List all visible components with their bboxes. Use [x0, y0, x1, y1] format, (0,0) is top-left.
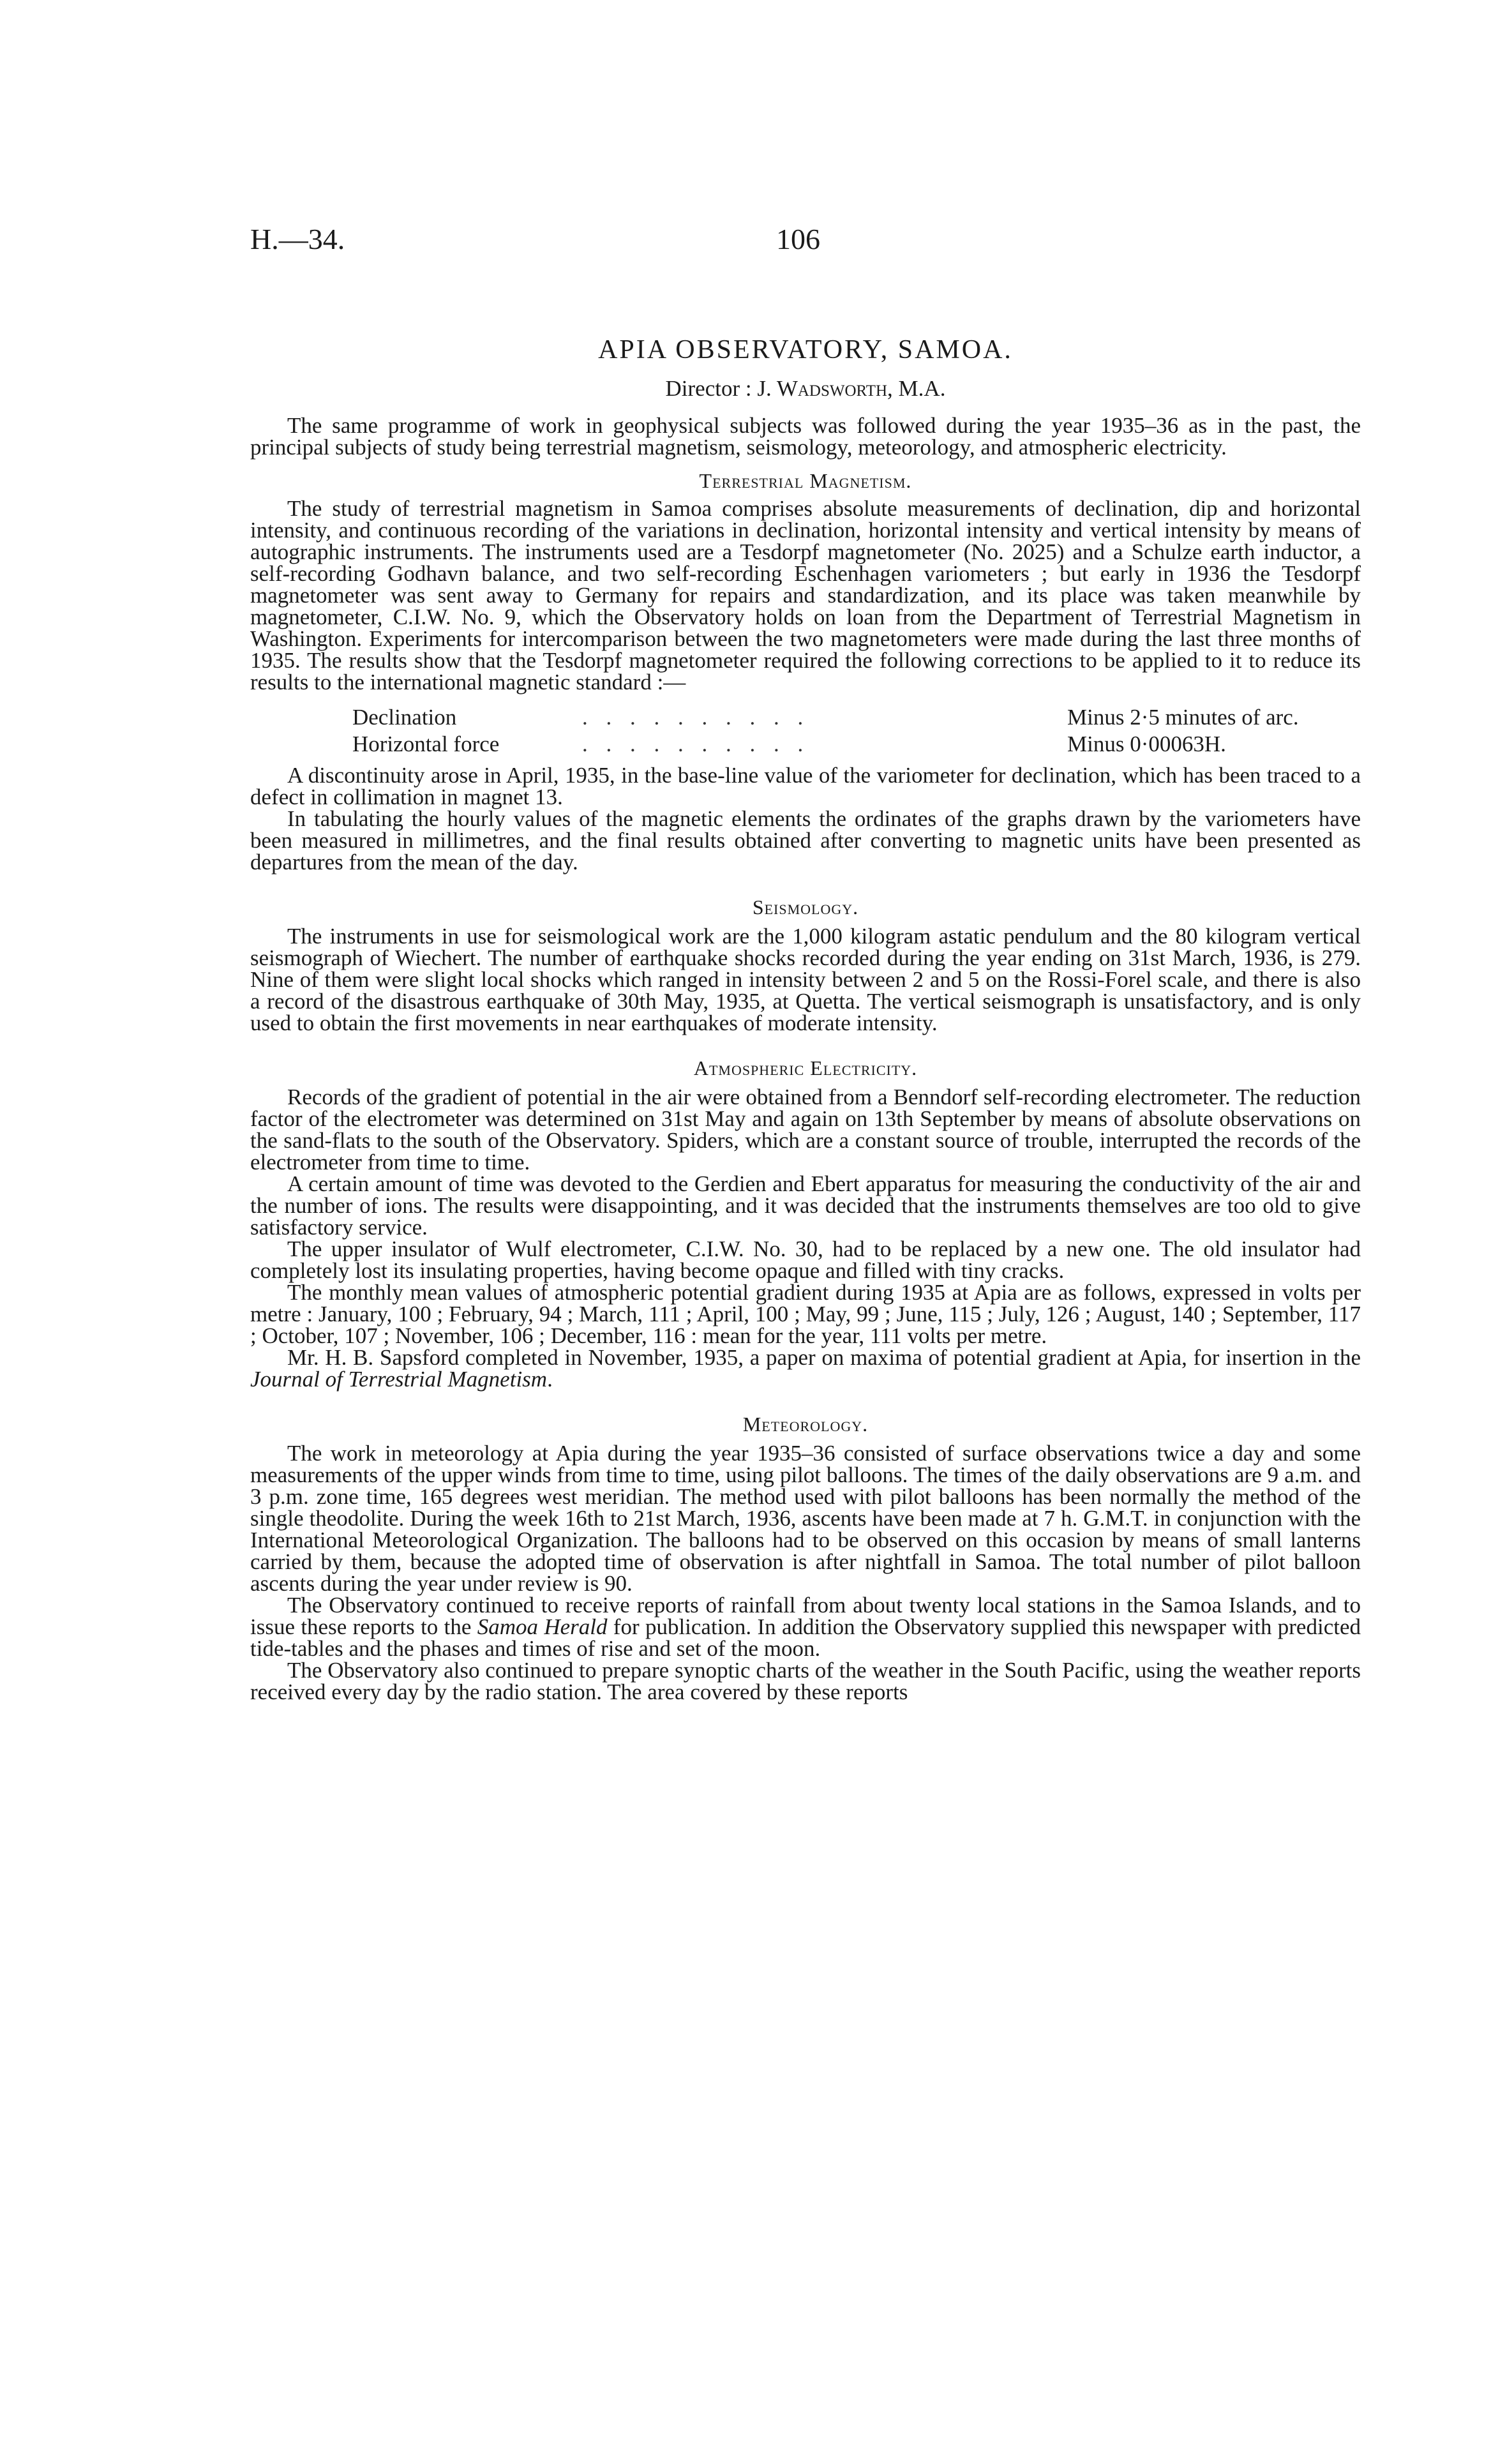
page-reference: H.—34.: [250, 223, 345, 255]
electricity-p5-text-b: .: [547, 1367, 553, 1392]
electricity-p5-text-a: Mr. H. B. Sapsford completed in November, 1935, a paper on maxima of potential gradient at Apia, for insertion in the: [287, 1345, 1361, 1370]
correction-label: Horizontal force: [352, 732, 500, 756]
section-heading-seismology: Seismology.: [752, 896, 859, 919]
section-heading-electricity: Atmospheric Electricity.: [693, 1056, 918, 1079]
correction-leader: . . . . . . . . . .: [582, 705, 810, 730]
meteorology-paragraph-3: The Observatory also continued to prepare synoptic charts of the weather in the South Pacific, using the weather reports received every day by the radio station. The area covered by these reports: [250, 1658, 1361, 1704]
director-name: J. Wadsworth: [757, 376, 888, 401]
electricity-paragraph-4: The monthly mean values of atmospheric potential gradient during 1935 at Apia are as follows, expressed in volts per metre : January, 100 ; February, 94 ; March, 111 ; April, 100 ; May, 99 ; June, 115 ; July, 126 ; August, 140 ; September, 117 ; October, 107 ; November, 106 ; December, 116 : mean for the year, 111 volts per metre.: [250, 1280, 1361, 1348]
meteorology-paragraph-2: [250, 1595, 1361, 1660]
meteorology-p2-text-a: The Observatory continued to receive reports of rainfall from about twenty local stations in the Samoa Islands, and to issue these reports to the: [250, 1593, 1361, 1639]
page-number: 106: [776, 223, 820, 255]
electricity-paragraph-2: A certain amount of time was devoted to the Gerdien and Ebert apparatus for measuring the conductivity of the air and the number of ions. The results were disappointing, and it was decided that the instruments themselves are too old to give satisfactory service.: [250, 1171, 1361, 1240]
electricity-paragraph-1: Records of the gradient of potential in the air were obtained from a Benndorf self-recording electrometer. The reduction factor of the electrometer was determined on 31st May and again on 13th September by means of absolute observations on the sand-flats to the south of the Observatory. Spiders, which are a constant source of trouble, interrupted the records of the electrometer from time to time.: [250, 1085, 1361, 1175]
section-heading-magnetism: Terrestrial Magnetism.: [699, 469, 912, 492]
correction-row-horizontal-force: [250, 732, 1361, 757]
newspaper-title: Samoa Herald: [477, 1614, 608, 1639]
magnetism-paragraph-2: A discontinuity arose in April, 1935, in the base-line value of the variometer for declination, which has been traced to a defect in collimation in magnet 13.: [250, 763, 1361, 809]
intro-paragraph: The same programme of work in geophysical subjects was followed during the year 1935–36 as in the past, the principal subjects of study being terrestrial magnetism, seismology, meteorology, and atmospheric electricity.: [250, 413, 1361, 460]
magnetism-paragraph-1: The study of terrestrial magnetism in Samoa comprises absolute measurements of declination, dip and horizontal intensity, and continuous recording of the variations in declination, horizontal intensity and vertical intensity by means of autographic instruments. The instruments used are a Tesdorpf magnetometer (No. 2025) and a Schulze earth inductor, a self-recording Godhavn balance, and two self-recording Eschenhagen variometers ; but early in 1936 the Tesdorpf magnetometer was sent away to Germany for repairs and standardization, and its place was taken meanwhile by magnetometer, C.I.W. No. 9, which the Observatory holds on loan from the Department of Terrestrial Magnetism in Washington. Experiments for intercomparison between the two magnetometers were made during the last three months of 1935. The results show that the Tesdorpf magnetometer required the following corrections to be applied to it to reduce its results to the international magnetic standard :—: [250, 496, 1361, 695]
electricity-paragraph-3: The upper insulator of Wulf electrometer, C.I.W. No. 30, had to be replaced by a new one. The old insulator had completely lost its insulating properties, having become opaque and filled with tiny cracks.: [250, 1236, 1361, 1283]
electricity-paragraph-5: [250, 1347, 1361, 1390]
meteorology-p2-text-b: for publication. In addition the Observatory supplied this newspaper with predicted tide-tables and the phases and times of rise and set of the moon.: [250, 1614, 1361, 1661]
magnetism-paragraph-3: In tabulating the hourly values of the magnetic elements the ordinates of the graphs drawn by the variometers have been measured in millimetres, and the final results obtained after converting to magnetic units have been presented as departures from the mean of the day.: [250, 806, 1361, 875]
director-prefix: Director :: [665, 376, 752, 401]
meteorology-paragraph-1: The work in meteorology at Apia during the year 1935–36 consisted of surface observations twice a day and some measurements of the upper winds from time to time, using pilot balloons. The times of the daily observations are 9 a.m. and 3 p.m. zone time, 165 degrees west meridian. The method used with pilot balloons has been normally the method of the single theodolite. During the week 16th to 21st March, 1936, ascents have been made at 7 h. G.M.T. in conjunction with the International Meteorological Organization. The balloons had to be observed on this occasion by means of small lanterns carried by them, because the adopted time of observation is after nightfall in Samoa. The total number of pilot balloon ascents during the year under review is 90.: [250, 1441, 1361, 1596]
journal-title: Journal of Terrestrial Magnetism: [250, 1367, 548, 1392]
section-heading-meteorology: Meteorology.: [742, 1413, 869, 1436]
correction-row-declination: [250, 705, 1361, 730]
document-title: APIA OBSERVATORY, SAMOA.: [598, 335, 1013, 364]
director-suffix: , M.A.: [887, 376, 946, 401]
correction-value: Minus 2·5 minutes of arc.: [1067, 705, 1299, 730]
page-header: [250, 222, 1320, 260]
correction-leader: . . . . . . . . . .: [582, 732, 810, 756]
director-line: [250, 378, 1361, 400]
seismology-paragraph-1: The instruments in use for seismological work are the 1,000 kilogram astatic pendulum and the 80 kilogram vertical seismograph of Wiechert. The number of earthquake shocks recorded during the year ending on 31st March, 1936, is 279. Nine of them were slight local shocks which ranged in intensity between 2 and 5 on the Rossi-Forel scale, and there is also a record of the disastrous earthquake of 30th May, 1935, at Quetta. The vertical seismograph is unsatisfactory, and is only used to obtain the first movements in near earthquakes of moderate intensity.: [250, 924, 1361, 1035]
correction-value: Minus 0·00063H.: [1067, 732, 1226, 756]
document-body: [250, 334, 1361, 1703]
correction-label: Declination: [352, 705, 457, 730]
